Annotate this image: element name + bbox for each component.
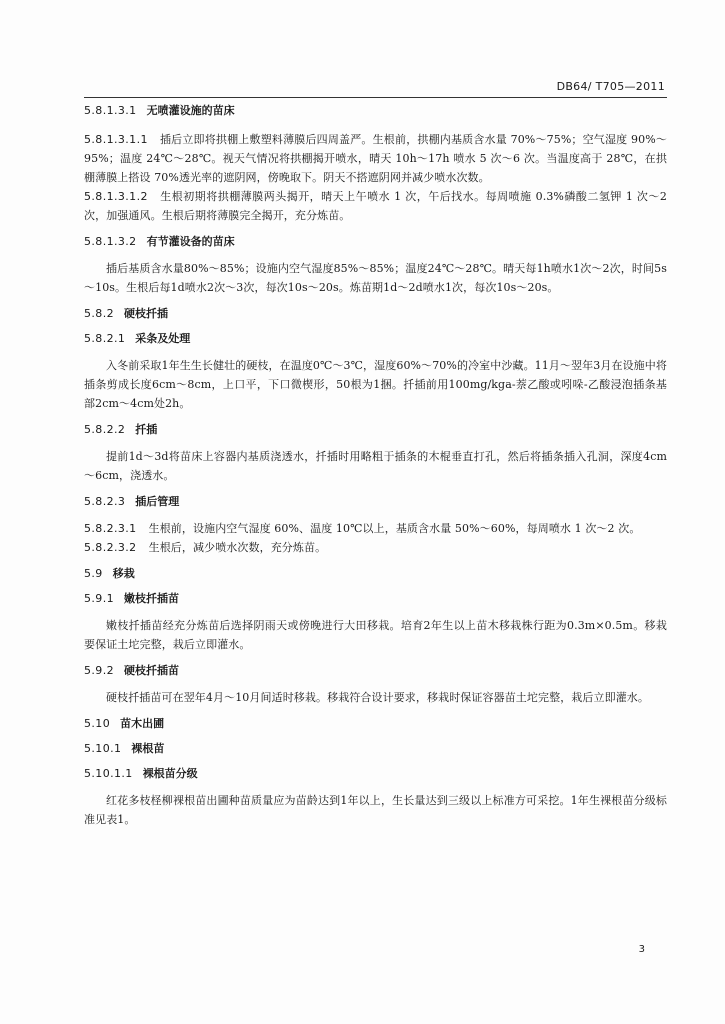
section-number: 5.8.1.3.2: [84, 235, 137, 248]
numbered-paragraph: [84, 519, 667, 538]
section-heading: [84, 306, 667, 322]
section-heading: [84, 103, 667, 119]
section-heading: [84, 663, 667, 679]
section-number: 5.8.1.3.1: [84, 104, 137, 117]
paragraph-text: 生根后，减少喷水次数，充分炼苗。: [148, 541, 327, 554]
section-title: 扦插: [135, 423, 158, 436]
section-title: 插后管理: [135, 495, 180, 508]
section-number: 5.8.2.3: [84, 495, 126, 508]
section-number: 5.8.2.1: [84, 332, 126, 345]
section-heading: [84, 716, 667, 732]
section-heading: [84, 741, 667, 757]
section-number: 5.9: [84, 567, 103, 580]
section-heading: [84, 591, 667, 607]
section-heading: [84, 494, 667, 510]
section-heading: [84, 766, 667, 782]
paragraph-number: 5.8.2.3.1: [84, 522, 137, 535]
paragraph-number: 5.8.1.3.1.2: [84, 190, 148, 203]
section-title: 移栽: [112, 567, 135, 580]
section-number: 5.10: [84, 717, 111, 730]
section-heading: [84, 234, 667, 250]
paragraph: 插后基质含水量80%～85%；设施内空气湿度85%～85%；温度24℃～28℃。晴天每1h喷水1次～2次，时间5s～10s。生根后每1d喷水2次～3次，每次10s～20s。炼苗期1d～2d喷水1次，每次10s～20s。: [84, 262, 667, 294]
paragraph-number: 5.8.1.3.1.1: [84, 133, 148, 146]
section-number: 5.8.2: [84, 307, 114, 320]
section-title: 硬枝扦插苗: [124, 664, 179, 677]
paragraph-number: 5.8.2.3.2: [84, 541, 137, 554]
section-number: 5.9.2: [84, 664, 114, 677]
paragraph-text: 生根初期将拱棚薄膜两头揭开，晴天上午喷水 1 次，午后找水。每周喷施 0.3%磷酸二氢钾 1 次～2 次，加强通风。生根后期将薄膜完全揭开，充分炼苗。: [84, 190, 667, 222]
page-number: 3: [638, 944, 645, 955]
section-heading: [84, 422, 667, 438]
section-title: 裸根苗: [131, 742, 165, 755]
section-heading: [84, 566, 667, 582]
paragraph-text: 生根前，设施内空气湿度 60%、温度 10℃以上，基质含水量 50%～60%，每周喷水 1 次～2 次。: [148, 522, 641, 535]
section-number: 5.9.1: [84, 592, 114, 605]
paragraph: 提前1d～3d将苗床上容器内基质浇透水，扦插时用略粗于插条的木棍垂直打孔，然后将插条插入孔洞，深度4cm～6cm，浇透水。: [84, 450, 667, 482]
numbered-paragraph: [84, 187, 667, 225]
paragraph: 嫩枝扦插苗经充分炼苗后选择阴雨天或傍晚进行大田移栽。培育2年生以上苗木移栽株行距为0.3m×0.5m。移栽要保证土坨完整，栽后立即灌水。: [84, 619, 667, 651]
section-number: 5.10.1.1: [84, 767, 133, 780]
section-number: 5.10.1: [84, 742, 122, 755]
section-title: 苗木出圃: [120, 717, 165, 730]
document-code: DB64/ T705—2011: [556, 80, 665, 93]
section-number: 5.8.2.2: [84, 423, 126, 436]
section-title: 有节灌设备的苗床: [146, 235, 235, 248]
section-title: 无喷灌设施的苗床: [146, 104, 235, 117]
header-rule: [84, 97, 667, 98]
paragraph: 红花多枝柽柳裸根苗出圃种苗质量应为苗龄达到1年以上，生长量达到三级以上标准方可采挖。1年生裸根苗分级标准见表1。: [84, 794, 667, 826]
numbered-paragraph: [84, 538, 667, 557]
paragraph: 硬枝扦插苗可在翌年4月～10月间适时移栽。移栽符合设计要求，移栽时保证容器苗土坨完整，栽后立即灌水。: [106, 691, 649, 704]
section-title: 采条及处理: [135, 332, 191, 345]
section-title: 裸根苗分级: [142, 767, 198, 780]
section-heading: [84, 331, 667, 347]
paragraph: 入冬前采取1年生生长健壮的硬枝，在温度0℃～3℃，湿度60%～70%的冷室中沙藏。11月～翌年3月在设施中将插条剪成长度6cm～8cm，上口平，下口微楔形，50根为1捆。扦插前用100mg/kga-萘乙酸或吲哚-乙酸浸泡插条基部2cm～4cm处2h。: [84, 359, 667, 410]
document-body: [84, 103, 667, 829]
paragraph-text: 插后立即将拱棚上敷塑料薄膜后四周盖严。生根前，拱棚内基质含水量 70%～75%；空气湿度 90%～95%；温度 24℃～28℃。视天气情况将拱棚揭开喷水，晴天 10h～17h 喷水 5 次～6 次。当温度高于 28℃，在拱棚薄膜上搭设 70%透光率的遮阴网，傍晚取下。阴天不搭遮阴网并减少喷水次数。: [84, 133, 667, 184]
numbered-paragraph: [84, 130, 667, 187]
section-title: 硬枝扦插: [124, 307, 168, 320]
section-title: 嫩枝扦插苗: [124, 592, 179, 605]
